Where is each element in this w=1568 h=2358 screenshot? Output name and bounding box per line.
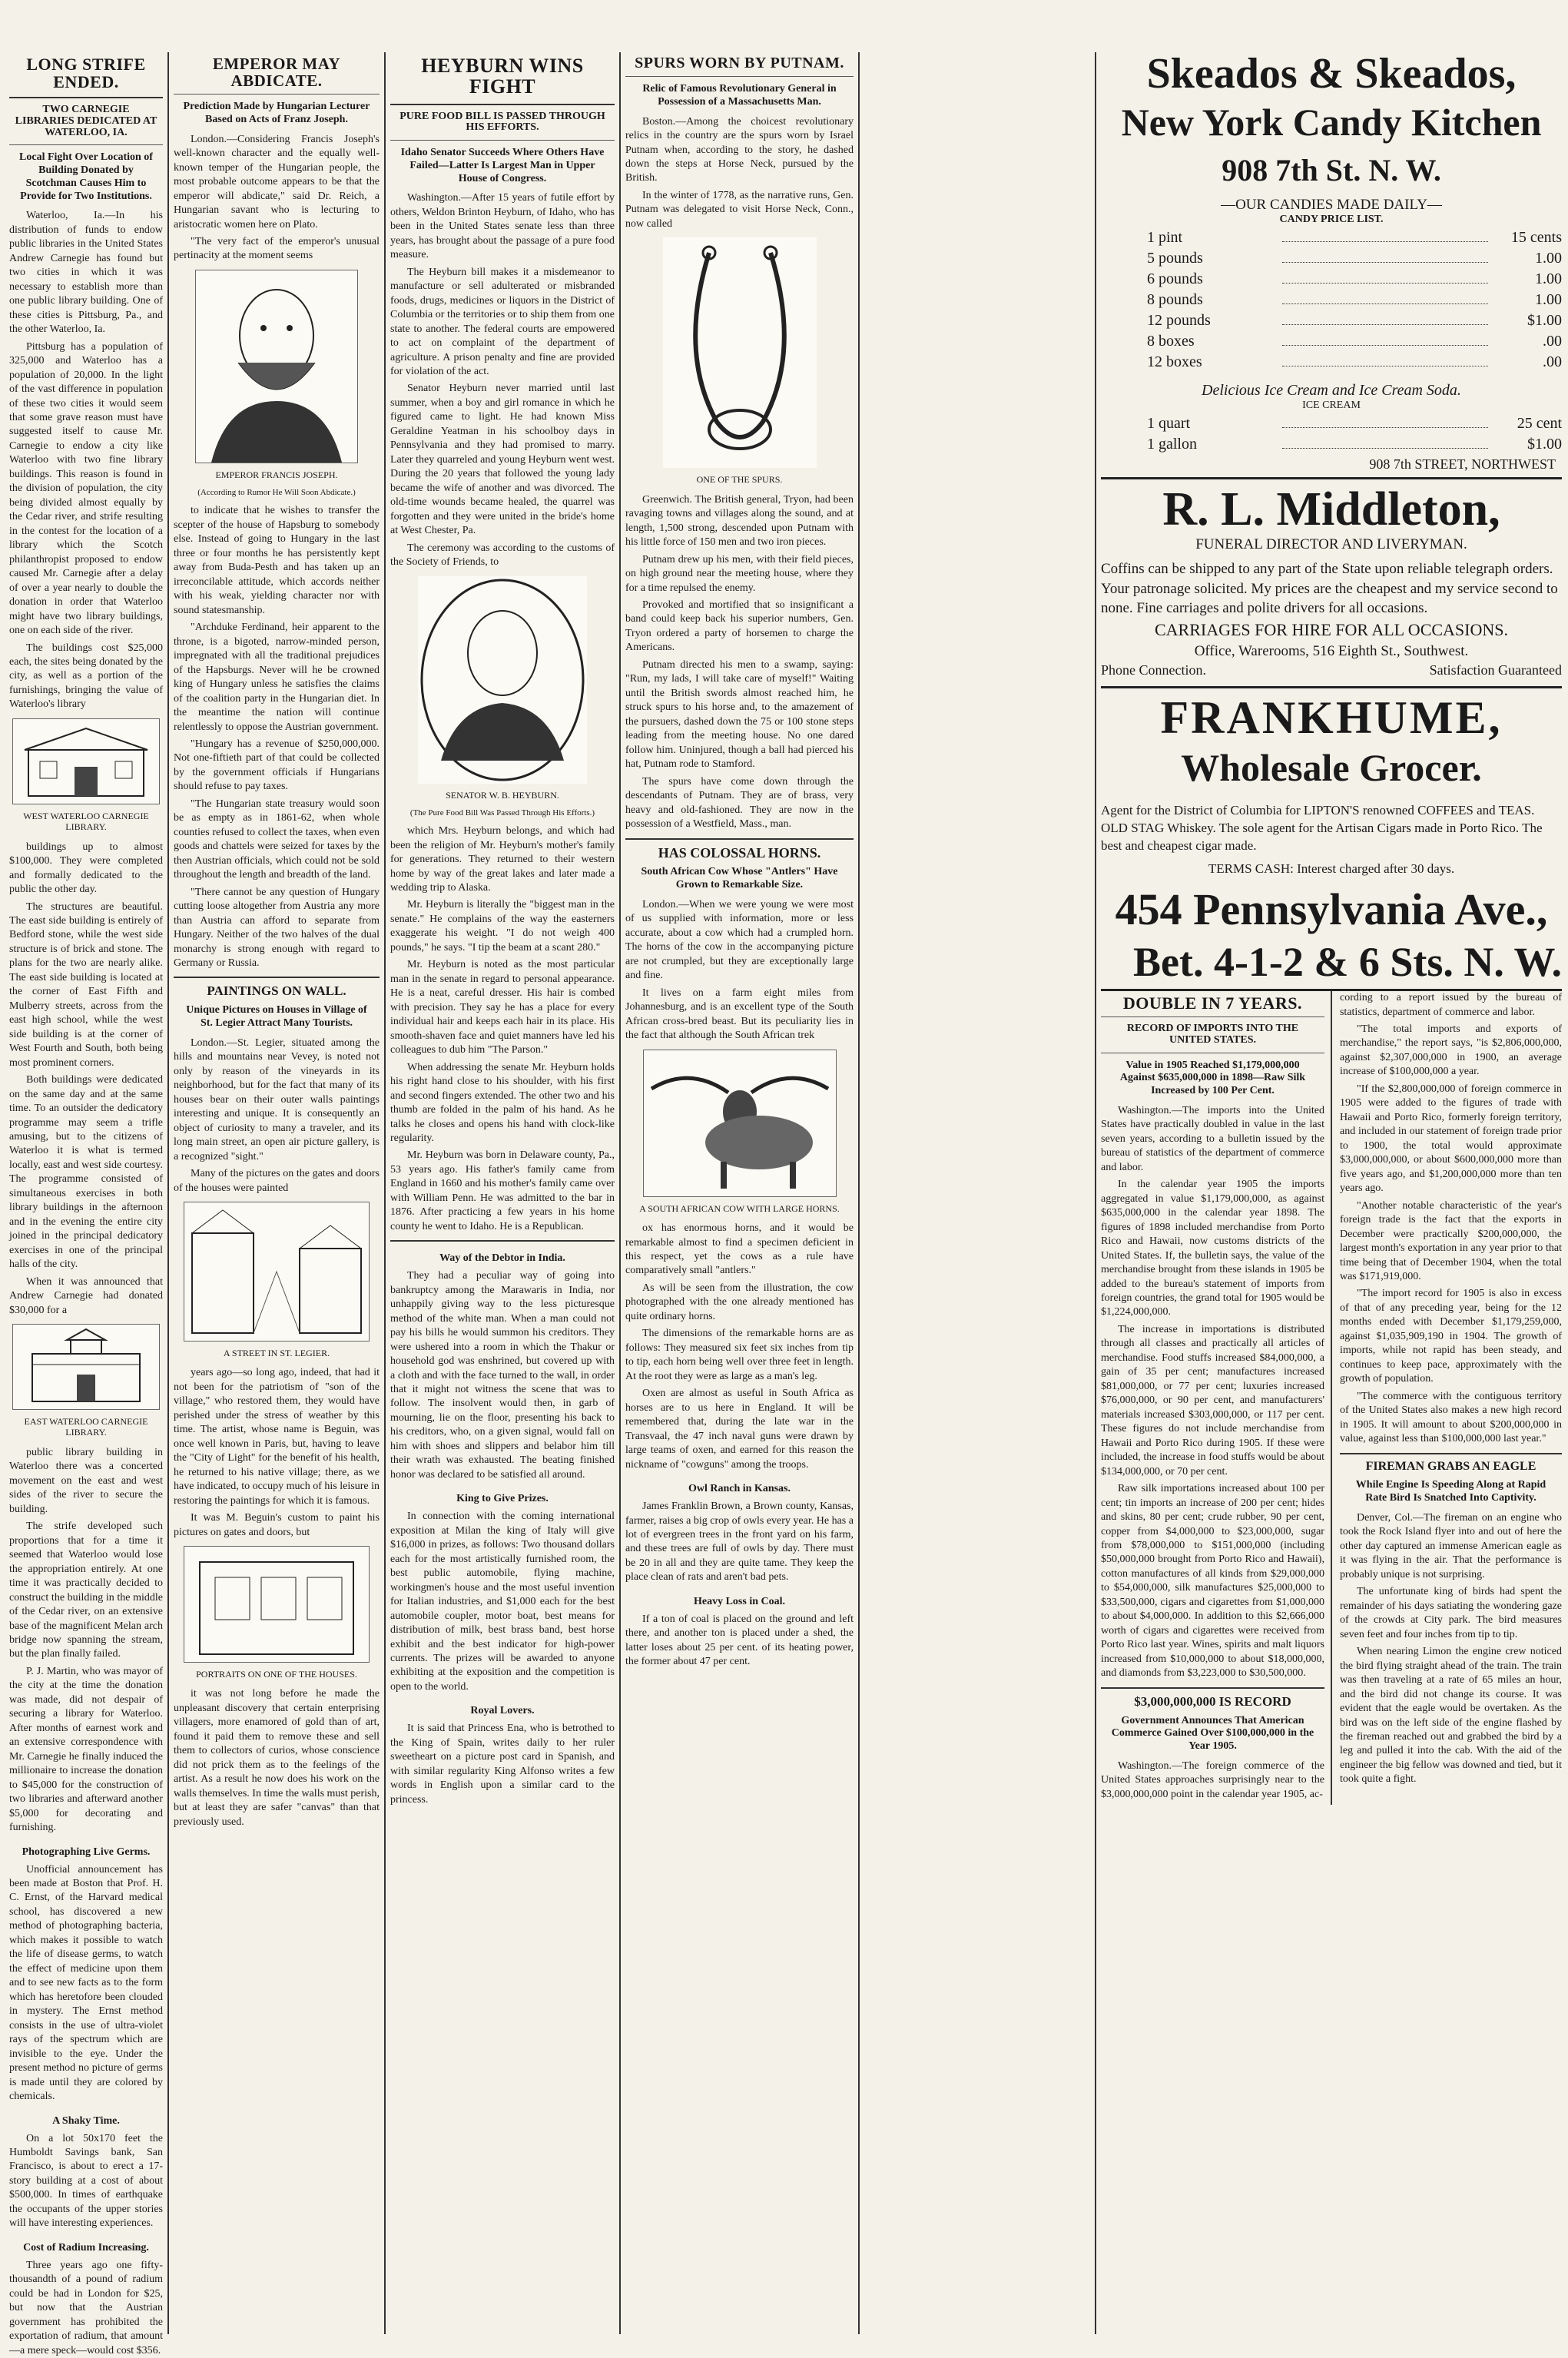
imports-story-cont <box>1340 991 1562 1805</box>
price-leader <box>1282 270 1488 284</box>
heyburn-portrait <box>418 576 587 784</box>
subhead-king-prizes: King to Give Prizes. <box>456 1493 549 1505</box>
paragraph: Putnam drew up his men, with their field pieces, on high ground near the meeting house, where they for a time repulsed the enemy. <box>625 553 854 594</box>
emperor-portrait <box>195 270 358 463</box>
ad-frankhume-terms: TERMS CASH: Interest charged after 30 days. <box>1208 861 1455 877</box>
paragraph: Senator Heyburn never married until last summer, when a boy and girl romance in which he figured came to light. He had known Miss Geraldine Yeatman in his schoolboy days in Pennsylvania and they had promised to marry. Later they quarreled and young Heyburn went west. During the 20 years that followed the young lady became the wife of another and was divorced. The old-time wounds became healed, the quarrel was forgotten and they were united in the bride's home at West Chester, Pa. <box>390 383 615 537</box>
price-item: 12 pounds <box>1147 312 1211 329</box>
price-item: 1 gallon <box>1147 436 1197 453</box>
headline-imports: DOUBLE IN 7 YEARS. <box>1122 993 1303 1013</box>
caption-emperor: EMPEROR FRANCIS JOSEPH. <box>215 469 338 480</box>
paragraph: When it was announced that Andrew Carnegie had donated $30,000 for a <box>9 1275 163 1316</box>
price-leader <box>1282 436 1488 449</box>
paragraph: Raw silk importations increased about 100 per cent; tin imports an increase of 200 per cent; hides and skins, 80 per cent; crude rubber, 90 per cent, copper from $4,000,000 to $23,000,000, sugar from $78,000,000 to $151,000,000 (including $50,000,000 brought from Porto Rico and Hawaii), cotton manufactures of all kinds from $29,000,000 to $54,000,000, silk manufactures $25,000,000 to $33,500,000, cigars and cigarettes from $1,000,000 to about $4,000,000. In addition to this $2,666,000 worth of cigars and cigarettes were received from Porto Rico last year. Wines, spirits and malt liquors increased from $10,000,000 to about $18,000,000, and diamonds from $3,223,000 to $30,500,000. <box>1101 1483 1324 1680</box>
spur-illustration <box>663 237 817 468</box>
paragraph: In the winter of 1778, as the narrative runs, Gen. Putnam was delegated to visit Horse Neck, Conn., now called <box>625 189 854 230</box>
paragraph: As will be seen from the illustration, the cow photographed with the one already mentioned has quite ordinary horns. <box>625 1282 854 1322</box>
ad-frankhume-address2: Bet. 4-1-2 & 6 Sts. N. W. <box>1132 939 1562 986</box>
paragraph: In the calendar year 1905 the imports aggregated in value $1,179,000,000, as against $635,000,000 in the calendar year 1898. The figures of 1898 included merchandise from Porto Rico and Hawaii, now customs districts of the United States. If, the bulletin says, the value of the merchandise brought from these islands in 1905 be added to the bureau's statement of imports from foreign countries, the grand total for 1905 would be $1,224,000,000. <box>1101 1179 1324 1318</box>
paragraph: years ago—so long ago, indeed, that had it not been for the patriotism of "son of the village," who restored them, they would have perished under the stress of weather by this time. The artist, whose name is Beguin, was once well known in Paris, but, having to leave the "City of Light" for the benefit of his health, he returned to his native village; there, as we have indicated, to occupy much of his leisure in restoring the paintings for which it is famous. <box>174 1367 380 1507</box>
paragraph: "The commerce with the contiguous territory of the United States also makes a new high record in 1905. It will amount to about $200,000,000 in value, against less than $100,000,000 last year." <box>1339 1390 1562 1445</box>
paragraph: "The Hungarian state treasury would soon be as empty as in 1861-62, when whole counties refused to collect the taxes, when even goods and chattels were seized for taxes by the then Austrian officials, which could not be sold throughout the length and breadth of the land. <box>174 798 380 881</box>
paragraph: "Hungary has a revenue of $250,000,000. Not one-fiftieth part of that could be collected by the government officials if Hungarians should refuse to pay taxes. <box>174 738 380 793</box>
ad-middleton-guarantee: Satisfaction Guaranteed <box>1429 662 1562 678</box>
paragraph: When addressing the senate Mr. Heyburn holds his right hand close to his shoulder, with his first and second fingers extended. The other two and his thumb are folded in the palm of his hand. As he talks he closes and opens his hand with clock-like regularity. <box>390 1061 615 1144</box>
paragraph: The strife developed such proportions that for a time it seemed that Waterloo would lose the appropriation entirely. At one time it was practically decided to construct the building in the middle of the Cedar river, on an extensive base of the magnificent Melan arch bridge now spanning the stream, but the plan finally failed. <box>9 1521 163 1660</box>
ad-frankhume-address1: 454 Pennsylvania Ave., <box>1115 884 1548 935</box>
paragraph: The Heyburn bill makes it a misdemeanor to manufacture or sell adulterated or misbranded foods, drugs, medicines or liquors in the District of Columbia or the territories or to ship them from one state to another. The federal courts are empowered to act on complaint of the department of agriculture. A prison penalty and fine are provided for violation of the act. <box>390 266 615 377</box>
headline-record: $3,000,000,000 IS RECORD <box>1134 1693 1291 1709</box>
paragraph: London.—When we were young we were most of us supplied with information, more or less accurate, about a cow which had a crumpled horn. The horns of the cow in the accompanying picture are not crumpled, but they are exceptionally large and fine. <box>625 899 854 982</box>
ad-frankhume-text: Agent for the District of Columbia for LIPTON'S renowned COFFEES and TEAS. OLD STAG Whiskey. The sole agent for the Artisan Cigars made in Porto Rico. The best and cheapest cigar made. <box>1101 803 1543 854</box>
subhead-libraries: TWO CARNEGIE LIBRARIES DEDICATED AT WATERLOO, IA. <box>15 104 157 138</box>
ad-candy-daily: —OUR CANDIES MADE DAILY— <box>1221 197 1442 213</box>
price-item: 8 pounds <box>1147 291 1203 308</box>
paragraph: The spurs have come down through the descendants of Putnam. They are of brass, very heavy and old-fashioned. They are now in the possession of a Westfield, Mass., man. <box>625 775 854 831</box>
east-library-illustration <box>12 1324 160 1410</box>
ad-middleton-title: FUNERAL DIRECTOR AND LIVERYMAN. <box>1195 536 1467 552</box>
subhead-coal: Heavy Loss in Coal. <box>693 1595 785 1607</box>
paragraph: Unofficial announcement has been made at Boston that Prof. H. C. Ernst, of the Harvard medical school, has discovered a new method of photographing bacteria, which makes it possible to watch the life of disease germs, to watch the effect of medicine upon them and to see new facts as to the form which has heretofore been clouded in mystery. The Ernst method consists in the use of ultra-violet rays of the spectrum which are invisible to the eye. Under the present method no picture of germs is made until they are colored by chemicals. <box>9 1863 163 2103</box>
paragraph: buildings up to almost $100,000. They were completed and formally dedicated to the public the other day. <box>9 841 163 896</box>
paragraph: It lives on a farm eight miles from Johannesburg, and is an excellent type of the South African cross-bred beast. But its peculiarity lies in the fact that although the South African trek <box>625 987 854 1042</box>
ad-middleton-carriages: CARRIAGES FOR HIRE FOR ALL OCCASIONS. <box>1154 619 1509 639</box>
paragraph: Three years ago one fifty-thousandth of a pound of radium could be had in London for $25, but now that the Austrian government has prohibited the exportation of radium, that amount—a mere speck—would cost $356. <box>9 2259 163 2356</box>
caption-spur: ONE OF THE SPURS. <box>696 474 783 486</box>
paragraph: Oxen are almost as useful in South Africa as horses are to us here in England. It will be remembered that, during the late war in the Transvaal, the 47 inch naval guns were drawn by large teams of oxen, and earned for this reason the nickname of "cowguns" among the troops. <box>625 1388 854 1471</box>
headline-eagle: FIREMAN GRABS AN EAGLE <box>1365 1459 1537 1473</box>
paragraph: it was not long before he made the unpleasant discovery that certain enterprising villagers, more enamored of gold than of art, found it paid them to remove these and sell them to collectors of curios, whose conscience did not prick them as to the feelings of the artist. As a result he now does his work on the walls themselves. In time the walls must perish, but at least they are safer "canvas" than that previously used. <box>174 1688 380 1828</box>
column-3 <box>390 52 615 2334</box>
paragraph: Washington.—The imports into the United States have practically doubled in value in the last seven years, according to a bulletin issued by the bureau of statistics of the department of commerce and labor. <box>1101 1104 1324 1173</box>
price-row <box>1147 415 1562 433</box>
paragraph: cording to a report issued by the bureau of statistics, department of commerce and labor. <box>1339 992 1562 1018</box>
street-illustration <box>184 1202 370 1342</box>
price-leader <box>1282 353 1488 366</box>
cow-illustration <box>643 1050 837 1197</box>
paragraph: London.—Considering Francis Joseph's well-known character and the equally well-known temper of the Hungarian people, the most probable outcome appears to be that the emperor will abdicate," said Dr. Reich, a Hungarian savant who is lecturing to aristocratic women here on Plato. <box>174 133 380 230</box>
price-value: 15 cents <box>1510 229 1562 246</box>
deck-emperor: Prediction Made by Hungarian Lecturer Based on Acts of Franz Joseph. <box>183 101 370 125</box>
ad-middleton-name: R. L. Middleton, <box>1162 483 1500 536</box>
caption-heyburn: SENATOR W. B. HEYBURN. <box>446 789 559 801</box>
column-4 <box>625 52 854 2334</box>
paragraph: The unfortunate king of birds had spent the remainder of his days satiating the wondering gaze of the crowds at City park. The bird measures seven feet and four inches from tip to tip. <box>1339 1586 1562 1640</box>
west-library-illustration <box>12 718 160 804</box>
paragraph: In connection with the coming international exposition at Milan the king of Italy will give $16,000 in prizes, as follows: Two thousand dollars each for the most artistically furnished room, the best public automobile, flying machine, workingmen's house and the most useful invention for Italian industries, and $1,000 each for the best automobile coupler, motor boat, best means for distribution of milk, best brass band, best horse exhibit and the best indicator for high-power currents. The prizes will be awarded to anyone exhibiting at the exposition and the competition is open to the world. <box>390 1511 615 1693</box>
price-item: 1 pint <box>1147 229 1183 246</box>
ad-middleton-phone: Phone Connection. <box>1101 662 1206 678</box>
paragraph: On a lot 50x170 feet the Humboldt Savings bank, San Francisco, is about to erect a 17-story building at a cost of about $500,000. In times of earthquake the occupants of the upper stories will have interesting experiences. <box>9 2132 163 2230</box>
deck-paintings: Unique Pictures on Houses in Village of St. Legier Attract Many Tourists. <box>186 1004 367 1030</box>
paragraph: Both buildings were dedicated on the same day and at the same time. To an outsider the dedicatory programme may seem a trifle amusing, but to the citizens of Waterloo it is what is termed locally, east and west side courtesy. The programme consisted of simultaneous exercises in both library buildings in the afternoon and in the evening the entire city joined in the principal dedicatory exercises in one of the principal halls of the city. <box>9 1074 163 1271</box>
price-value: $1.00 <box>1527 312 1562 329</box>
price-item: 5 pounds <box>1147 250 1203 267</box>
headline-emperor: EMPEROR MAY ABDICATE. <box>212 55 341 91</box>
paragraph: If a ton of coal is placed on the ground and left there, and another ton is placed under a shed, the latter loses about 25 per cent. of its heating power, the former about 47 per cent. <box>625 1613 854 1668</box>
paragraph: Provoked and mortified that so insignificant a band could keep back his superior numbers, Gen. Tryon ordered a party of horsemen to charge the Americans. <box>625 599 854 654</box>
paragraph: The increase in importations is distributed through all classes and practically all articles of merchandise. Food stuffs increased $84,000,000, a gain of 35 per cent; manufactures increased $81,000,000, or 77 per cent; luxuries increased $76,000,000, or 90 per cent, and manufacturers' materials increased $303,000,000, or 117 per cent. These figures do not include merchandise from Hawaii and Porto Rico during 1905. If these were included, the increase in food stuffs would be about $134,000,000, or 70 per cent. <box>1101 1323 1324 1477</box>
subhead-shaky-time: A Shaky Time. <box>52 2114 120 2127</box>
ad-frankhume-name: FRANKHUME, <box>1160 692 1503 744</box>
paragraph: It was M. Beguin's custom to paint his pictures on gates and doors, but <box>174 1512 380 1538</box>
subhead-germs: Photographing Live Germs. <box>22 1846 151 1858</box>
paragraph: When nearing Limon the engine crew noticed the bird flying straight ahead of the train. The train was then traveling at a rate of 65 miles an hour, and the bird did not change its course. It was evident that the eagle would be overtaken. As the bird was on the left side of the engine flashed by the fireman reached out and grabbed the bird by a leg and pulled it into the cab. With the aid of the engineer the big fellow was downed and tied, but it took quite a fight. <box>1339 1646 1562 1786</box>
ad-ice-cream: Delicious Ice Cream and Ice Cream Soda. <box>1202 382 1461 399</box>
paragraph: Mr. Heyburn is noted as the most particular man in the senate in regard to personal appearance. He is a neat, careful dresser. His hair is combed with precision. They say he has a place for every individual hair and keeps each hair in its place. His smooth-shaven face and quiet manners have led his colleagues to dub him "The Parson." <box>390 959 615 1056</box>
deck-heyburn: Idaho Senator Succeeds Where Others Have Failed—Latter Is Largest Man in Upper House of Congress. <box>400 146 605 184</box>
paragraph: "If the $2,800,000,000 of foreign commerce in 1905 were added to the figures of trade with Hawaii and Porto Rico, formerly foreign territory, and included in our statement of foreign trade prior to 1900, the total would approximate $3,000,000,000, or about $600,000,000 more than five years ago, and $1,200,000,000 more than ten years ago. <box>1339 1083 1562 1195</box>
ad-middleton-text: Coffins can be shipped to any part of the State upon reliable telegraph orders. Your patronage solicited. My prices are the cheapest and my service second to none. Fine carriages and polite drivers for all occasions. <box>1101 561 1558 617</box>
caption-portraits: PORTRAITS ON ONE OF THE HOUSES. <box>196 1669 357 1680</box>
price-row <box>1147 250 1562 267</box>
ad-frankhume <box>1101 688 1562 991</box>
price-leader <box>1282 312 1488 325</box>
paragraph: Mr. Heyburn is literally the "biggest man in the senate." He complains of the way the easterners exaggerate his weight. "I do not weigh 400 pounds," he says. "I tip the beam at a scant 280." <box>390 899 615 953</box>
price-value: 1.00 <box>1535 250 1562 267</box>
paragraph: Waterloo, Ia.—In his distribution of funds to endow public libraries in the United States Andrew Carnegie has found but two cities in which it was necessary to establish more than one public library building. One of these cities is Pittsburg, Pa., and the other Waterloo, Ia. <box>9 210 163 336</box>
deck-libraries: Local Fight Over Location of Building Donated by Scotchman Causes Him to Provide for Two Institutions. <box>19 151 153 202</box>
subhead-imports: RECORD OF IMPORTS INTO THE UNITED STATES. <box>1126 1023 1299 1046</box>
imports-story <box>1101 991 1332 1805</box>
deck-record: Government Announces That American Commerce Gained Over $100,000,000 in the Year 1905. <box>1111 1714 1314 1753</box>
paragraph: "The very fact of the emperor's unusual pertinacity at the moment seems <box>174 235 380 262</box>
price-row <box>1147 333 1562 350</box>
paragraph: The dimensions of the remarkable horns are as follows: They measured six feet six inches from tip to tip, each horn being well over three feet in length. At the root they were as large as a man's leg. <box>625 1328 854 1382</box>
paragraph: Boston.—Among the choicest revolutionary relics in the country are the spurs worn by Israel Putnam when, according to the story, he dashed down the steps at Horse Neck, pursued by the British. <box>625 115 854 184</box>
headline-spurs: SPURS WORN BY PUTNAM. <box>635 55 844 71</box>
deck-horns: South African Cow Whose "Antlers" Have Grown to Remarkable Size. <box>641 866 838 891</box>
ad-candy-footer: 908 7th STREET, NORTHWEST <box>1369 456 1556 472</box>
price-row <box>1147 291 1562 309</box>
price-item: 6 pounds <box>1147 270 1203 287</box>
deck-spurs: Relic of Famous Revolutionary General in Possession of a Massachusetts Man. <box>642 83 837 108</box>
ad-candy-price-list: CANDY PRICE LIST. <box>1279 214 1384 225</box>
price-row <box>1147 353 1562 371</box>
ad-candy-address: 908 7th St. N. W. <box>1222 153 1441 187</box>
paragraph: "The import record for 1905 is also in excess of that of any preceding year, being for the 12 months ended with December $1,179,259,000, against $1,035,909,190 in 1904. The growth of imports, while not rapid has been steady, and continues to keep pace, approximately with the growth of population. <box>1339 1288 1562 1385</box>
column-2 <box>174 52 380 2334</box>
paragraph: "Archduke Ferdinand, heir apparent to the throne, is a bigoted, narrow-minded person, impregnated with all the traditional prejudices of the Hapsburgs. Never will he be crowned king of Hungary unless he satisfies the claims of the coalition party in the Hungarian diet. In the meantime the nation will continue relentlessly to oppose the Austrian government. <box>174 622 380 733</box>
headline-paintings: PAINTINGS ON WALL. <box>207 983 346 999</box>
ad-ice-cream-header: ICE CREAM <box>1302 400 1361 411</box>
caption-street: A STREET IN ST. LEGIER. <box>223 1348 330 1359</box>
ad-middleton-office: Office, Warerooms, 516 Eighth St., Southwest. <box>1194 642 1469 659</box>
paragraph: public library building in Waterloo there was a concerted movement on the east and west sides of the river to secure the building. <box>9 1446 163 1515</box>
ice-price-table <box>1101 415 1562 453</box>
price-value: .00 <box>1543 353 1562 370</box>
paragraph: The buildings cost $25,000 each, the sites being donated by the city, as well as a portion of the furnishings, bringing the value of Waterloo's library <box>9 642 163 711</box>
headline-horns: HAS COLOSSAL HORNS. <box>658 844 821 861</box>
paragraph: Greenwich. The British general, Tryon, had been ravaging towns and villages along the sound, and at length, 1,500 strong, descended upon Putnam with his little force of 150 men and two iron pieces. <box>625 493 854 549</box>
ad-middleton <box>1101 479 1562 688</box>
paragraph: to indicate that he wishes to transfer the scepter of the house of Hapsburg to somebody else. Instead of going to Hungary in the last three or four months he has persistently kept away from Buda-Pesth and has taken up an irreconcilable attitude, which accords neither with his weak, yielding character nor with sound statesmanship. <box>174 505 380 616</box>
price-value: .00 <box>1543 333 1562 350</box>
paragraph: James Franklin Brown, a Brown county, Kansas, farmer, raises a big crop of owls every year. He has a lot of evergreen trees in the front yard on his farm, and these trees are full of owls by day. There must be 20 in all and they are quite tame. They keep the place clean of rats and aren't bad pets. <box>625 1501 854 1584</box>
price-item: 8 boxes <box>1147 333 1195 350</box>
paragraph: They had a peculiar way of going into bankruptcy among the Marawaris in India, nor unhappily giving way to the less picturesque method of the white man. When a man could not pay his bills he would summon his creditors. They were ushered into a room in which the Thakur or household god was enshrined, but covered up with a cloth and with the face turned to the wall, in order that it might not witness the scene that was to follow. The insolvent would then, in garb of mourning, lie on the floor, presenting his back to his creditors, who, on a given signal, would fall on him with shoes and slippers and belabor him till their wrath was exhausted. The beating finished honor was declared to be satisfied all around. <box>390 1270 615 1481</box>
price-value: 1.00 <box>1535 291 1562 308</box>
caption-heyburn-note: (The Pure Food Bill Was Passed Through His Efforts.) <box>409 808 595 818</box>
headline-heyburn: HEYBURN WINS FIGHT <box>421 55 584 98</box>
ad-candy-kitchen <box>1101 52 1562 479</box>
paragraph: Mr. Heyburn was born in Delaware county, Pa., 53 years ago. His father's family came from England in 1660 and his mother's family came over with William Penn. He was admitted to the bar in 1876. After practicing a few years in his home county he went to Idaho. He is a Republican. <box>390 1149 615 1232</box>
paragraph: Washington.—After 15 years of futile effort by others, Weldon Brinton Heyburn, of Idaho, who has been in the United States senate less than three years, has brought about the passage of a pure food measure. <box>390 192 615 261</box>
price-row <box>1147 436 1562 453</box>
paragraph: The ceremony was according to the customs of the Society of Friends, to <box>390 542 615 569</box>
ad-frankhume-title: Wholesale Grocer. <box>1181 746 1482 790</box>
ad-candy-line2: New York Candy Kitchen <box>1121 101 1542 144</box>
price-row <box>1147 229 1562 247</box>
price-row <box>1147 312 1562 330</box>
subhead-radium: Cost of Radium Increasing. <box>23 2241 149 2254</box>
price-leader <box>1282 333 1488 346</box>
deck-imports: Value in 1905 Reached $1,179,000,000 Against $635,000,000 in 1898—Raw Silk Increased by 100 Per Cent. <box>1119 1059 1306 1097</box>
subhead-royal-lovers: Royal Lovers. <box>470 1705 535 1717</box>
paragraph: "There cannot be any question of Hungary cutting loose altogether from Austria any more than Austria can afford to separate from Hungary. Neither of the two halves of the dual monarchy is strong enough with regard to Germany or Russia. <box>174 886 380 970</box>
column-5 <box>1101 52 1562 2334</box>
price-leader <box>1282 291 1488 304</box>
price-leader <box>1282 415 1488 428</box>
portraits-house-illustration <box>184 1546 370 1663</box>
candy-price-table <box>1101 229 1562 371</box>
price-row <box>1147 270 1562 288</box>
price-item: 1 quart <box>1147 415 1191 432</box>
price-value: $1.00 <box>1527 436 1562 453</box>
paragraph: which Mrs. Heyburn belongs, and which had been the religion of Mr. Heyburn's mother's family for generations. They returned to their western home by way of the great lakes and later made a wedding trip to Alaska. <box>390 825 615 894</box>
paragraph: P. J. Martin, who was mayor of the city at the time the donation was made, did not despair of securing a library for Waterloo. After months of earnest work and an extensive correspondence with Mr. Carnegie he finally induced the millionaire to increase the donation to $45,000 for the construction of two libraries and afterward another $5,000 for decorating and furnishing. <box>9 1665 163 1834</box>
ad-candy-name: Skeados & Skeados, <box>1146 50 1517 98</box>
paragraph: Many of the pictures on the gates and doors of the houses were painted <box>174 1168 380 1194</box>
paragraph: "The total imports and exports of merchandise," the report says, "is $2,806,000,000, against $2,307,000,000 in 1900, an average increase of $100,000,000 a year. <box>1339 1023 1562 1078</box>
paragraph: London.—St. Legier, situated among the hills and mountains near Vevey, is noted not only by reason of the vineyards in its neighborhood, but for the fact that many of its houses bear on their outer walls paintings interesting and unique. It is consequently an object of curiosity to many a traveler, and its long main street, an open air picture gallery, is a recognized "sight." <box>174 1036 380 1162</box>
paragraph: It is said that Princess Ena, who is betrothed to the King of Spain, writes daily to her ruler sweetheart on a picture post card in Spanish, and with similar regularity King Alfonso writes a few words in English upon a similar card to the princess. <box>390 1723 615 1806</box>
paragraph: Denver, Col.—The fireman on an engine who took the Rock Island flyer into and out of here the other day captured an immense American eagle as it was flying in the air. That the performance is probably unique is not surprising. <box>1339 1511 1562 1580</box>
paragraph: Putnam directed his men to a swamp, saying: "Run, my lads, I will take care of myself!" Waiting until the British swords almost reached him, he struck spurs to his horse and, to the amazement of the pursuers, dashed down the 75 or 100 stone steps leading from the meeting house. No one dared follow him. Uninjured, though a ball had pierced his hat, Putnam rode to Stamford. <box>625 658 854 771</box>
caption-emperor-note: (According to Rumor He Will Soon Abdicate.) <box>197 488 356 498</box>
price-leader <box>1282 229 1488 242</box>
paragraph: Washington.—The foreign commerce of the United States approaches surprisingly near to the $3,000,000,000 point in the calendar year 1905, ac- <box>1101 1759 1324 1800</box>
paragraph: Pittsburg has a population of 325,000 and Waterloo has a population of 20,000. In the light of the vast difference in population of these two cities it would seem that some grave reason must have suggested itself to cause Mr. Carnegie to endow a city like Waterloo with two fine library buildings. This reason is found in the division of population, the city being divided almost equally by the Cedar river, and strife resulting in the contest for the location of a library which the Scotch philanthropist proposed to endow caused Mr. Carnegie after a delay of over a year nearly to double the donation in order that Waterloo might have two library buildings, one on each side of the river. <box>9 340 163 637</box>
caption-cow: A SOUTH AFRICAN COW WITH LARGE HORNS. <box>639 1202 840 1214</box>
price-item: 12 boxes <box>1147 353 1202 370</box>
price-leader <box>1282 250 1488 263</box>
caption-east-library: EAST WATERLOO CARNEGIE LIBRARY. <box>24 1416 148 1438</box>
price-value: 25 cent <box>1517 415 1562 432</box>
paragraph: The structures are beautiful. The east side building is entirely of Bedford stone, while the west side structure is of brick and stone. The plans for the two are nearly alike. The east side building is located at the corner of East Fifth and Mulberry streets, across from the east high school, while the west side building is at the corner of West Fourth and South, both being most prominent corners. <box>9 900 163 1069</box>
subhead-owl-ranch: Owl Ranch in Kansas. <box>688 1483 791 1495</box>
subhead-heyburn: PURE FOOD BILL IS PASSED THROUGH HIS EFFORTS. <box>399 110 605 134</box>
column-1 <box>9 52 163 2356</box>
deck-eagle: While Engine Is Speeding Along at Rapid Rate Bird Is Snatched Into Captivity. <box>1355 1479 1546 1504</box>
caption-west-library: WEST WATERLOO CARNEGIE LIBRARY. <box>23 810 149 833</box>
price-value: 1.00 <box>1535 270 1562 287</box>
paragraph: ox has enormous horns, and it would be remarkable almost to find a specimen deficient in this respect, yet the cows as a rule have comparatively small "antlers." <box>625 1222 854 1277</box>
paragraph: "Another notable characteristic of the year's foreign trade is the fact that the exports in December were practically $200,000,000, the largest month's exportation in any year prior to that time being that of December 1904, when the total was $171,919,000. <box>1339 1199 1562 1282</box>
headline-long-strife: LONG STRIFE ENDED. <box>26 55 146 92</box>
subhead-debtor: Way of the Debtor in India. <box>439 1252 565 1265</box>
